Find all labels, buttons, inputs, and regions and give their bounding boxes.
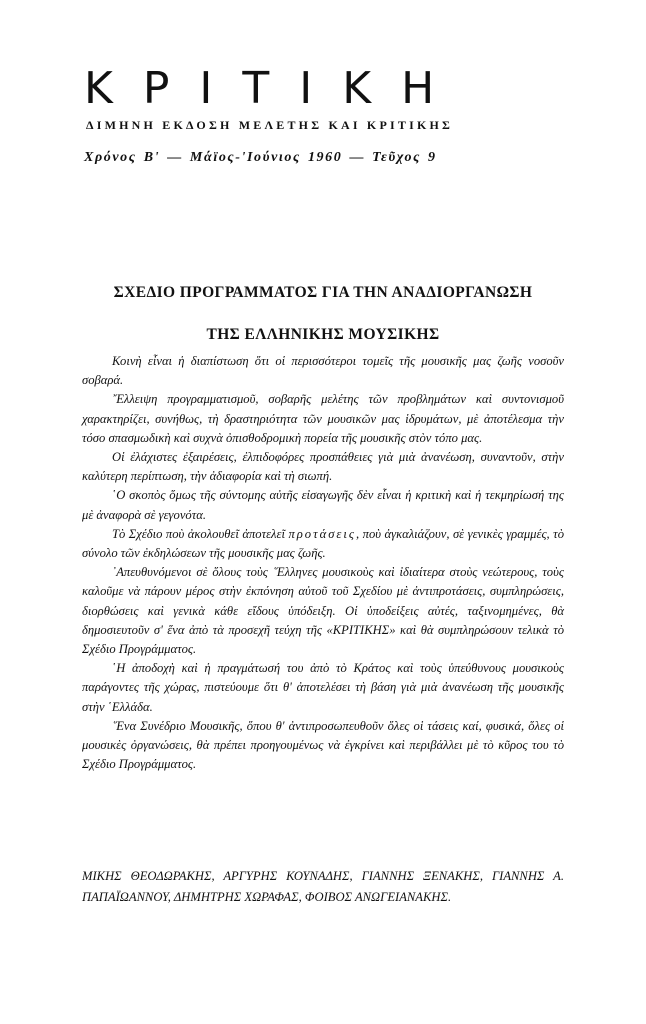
paragraph-2: ῎Ελλειψη προγραμματισμοῦ, σοβαρῆς μελέτης τῶν προβλημάτων καὶ συντονισμοῦ χαρακτηρίζει, συνήθως, τὴ δραστηριότητα τῶν μουσικῶν μας ἱδρυμάτων, μὲ ἀποτέλεσμα τὴν τόσο σπασμωδικὴ καὶ συχνὰ ὀπισθοδρομικὴ πορεία τῆς μουσικῆς στὸν τόπο μας.: [82, 392, 564, 445]
masthead-title: ΚΡΙΤΙΚΗ: [84, 63, 465, 114]
article-title-line-1: ΣΧΕΔΙΟ ΠΡΟΓΡΑΜΜΑΤΟΣ ΓΙΑ ΤΗΝ ΑΝΑΔΙΟΡΓΑΝΩΣΗ: [113, 284, 533, 301]
article-title: [0, 272, 646, 356]
paragraph-6: ᾿Απευθυνόμενοι σὲ ὅλους τοὺς ῞Ελληνες μουσικοὺς καὶ ἰδιαίτερα στοὺς νεώτερους, τοὺς καλοῦμε νὰ πάρουν μέρος στὴν ἐκπόνηση αὐτοῦ τοῦ Σχεδίου μὲ ἀντιπροτάσεις, συμπληρώσεις, διορθώσεις καὶ γενικὰ κάθε εἴδους ὑπόδειξη. Οἱ ὑποδείξεις αὐτές, ταξινομημένες, θὰ δημοσιευτοῦν σ' ἕνα ἀπὸ τὰ προσεχῆ τεύχη τῆς «ΚΡΙΤΙΚΗΣ» καὶ θὰ συμπληρώσουν τελικὰ τὸ Σχέδιο Προγράμματος.: [82, 565, 564, 657]
paragraph-5-end: , ποὺ ἀγκαλιάζουν, σὲ γενικὲς γραμμές, τὸ σύνολο τῶν ἐκδηλώσεων τῆς μουσικῆς μας ζωῆς.: [82, 526, 564, 561]
article-title-line-2: ΤΗΣ ΕΛΛΗΝΙΚΗΣ ΜΟΥΣΙΚΗΣ: [206, 326, 440, 343]
paragraph-7: ῾Η ἀποδοχὴ καὶ ἡ πραγμάτωσή του ἀπὸ τὸ Κράτος καὶ τοὺς ὑπεύθυνους μουσικοὺς παράγοντες τῆς χώρας, πιστεύουμε ὅτι θ' ἀποτελέσει τὴ βάση γιὰ μιὰ ἀνανέωση τῆς μουσικῆς στὴν ῾Ελλάδα.: [82, 661, 564, 714]
paragraph-5: [82, 525, 564, 563]
issue-line: Χρόνος Β' — Μάϊος-'Ιούνιος 1960 — Τεῦχος 9: [84, 150, 437, 165]
paragraph-3: Οἱ ἐλάχιστες ἐξαιρέσεις, ἐλπιδοφόρες προσπάθειες γιὰ μιὰ ἀνανέωση, συναντοῦν, στὴν καλύτερη περίπτωση, τὴν ἀδιαφορία καὶ τὴ σιωπή.: [82, 450, 564, 484]
signatures: ΜΙΚΗΣ ΘΕΟΔΩΡΑΚΗΣ, ΑΡΓΥΡΗΣ ΚΟΥΝΑΔΗΣ, ΓΙΑΝΝΗΣ ΞΕΝΑΚΗΣ, ΓΙΑΝΝΗΣ Α. ΠΑΠΑΪΩΑΝΝΟΥ, ΔΗΜΗΤΡΗΣ ΧΩΡΑΦΑΣ, ΦΟΙΒΟΣ ΑΝΩΓΕΙΑΝΑΚΗΣ.: [82, 869, 564, 904]
paragraph-5-spaced-word: προτάσεις: [288, 526, 357, 541]
article-body: [82, 352, 564, 774]
publication-subtitle: ΔΙΜΗΝΗ ΕΚΔΟΣΗ ΜΕΛΕΤΗΣ ΚΑΙ ΚΡΙΤΙΚΗΣ: [86, 118, 454, 132]
paragraph-1: Κοινὴ εἶναι ἡ διαπίστωση ὅτι οἱ περισσότεροι τομεῖς τῆς μουσικῆς μας ζωῆς νοσοῦν σοβαρά.: [82, 354, 564, 388]
paragraph-4: ῾Ο σκοπὸς ὅμως τῆς σύντομης αὐτῆς εἰσαγωγῆς δὲν εἶναι ἡ κριτικὴ καὶ ἡ τεκμηρίωσή της μὲ ἀναφορὰ σὲ γεγονότα.: [82, 488, 564, 522]
paragraph-5-start: Τὸ Σχέδιο ποὺ ἀκολουθεῖ ἀποτελεῖ: [112, 526, 289, 541]
paragraph-8: ῞Ενα Συνέδριο Μουσικῆς, ὅπου θ' ἀντιπροσωπευθοῦν ὅλες οἱ τάσεις καί, φυσικά, ὅλες οἱ μουσικὲς ὀργανώσεις, θὰ πρέπει προηγουμένως νὰ ἐγκρίνει καὶ περιβάλλει μὲ τὸ κῦρος του τὸ Σχέδιο Προγράμματος.: [82, 718, 564, 772]
